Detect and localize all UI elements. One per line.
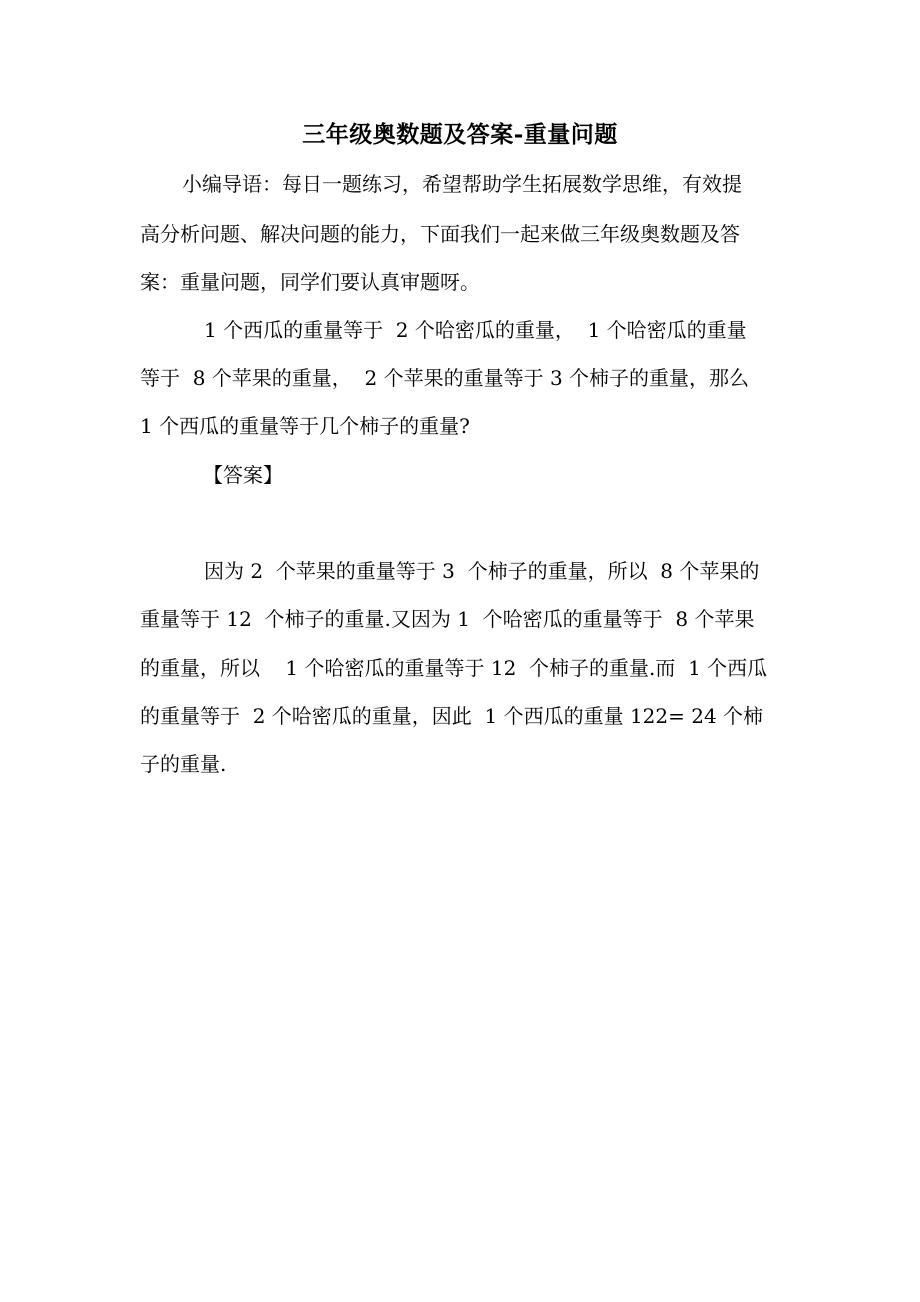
answer-label: 【答案】 [203,463,283,487]
answer-line-4: 的重量等于 2 个哈密瓜的重量，因此 1 个西瓜的重量 122= 24 个柿 [140,704,764,728]
answer-line-2: 重量等于 12 个柿子的重量.又因为 1 个哈密瓜的重量等于 8 个苹果 [140,607,755,631]
answer-line-3: 的重量，所以 1 个哈密瓜的重量等于 12 个柿子的重量.而 1 个西瓜 [140,656,768,680]
intro-line-1: 小编导语：每日一题练习，希望帮助学生拓展数学思维，有效提 [182,172,742,196]
answer-line-5: 子的重量. [140,752,227,776]
question-line-2: 等于 8 个苹果的重量， 2 个苹果的重量等于 3 个柿子的重量，那么 [140,366,750,390]
document-title: 三年级奥数题及答案-重量问题 [302,121,618,148]
intro-line-2: 高分析问题、解决问题的能力，下面我们一起来做三年级奥数题及答 [140,222,740,246]
answer-line-1: 因为 2 个苹果的重量等于 3 个柿子的重量，所以 8 个苹果的 [204,559,760,583]
question-line-1: 1 个西瓜的重量等于 2 个哈密瓜的重量， 1 个哈密瓜的重量 [204,318,747,342]
intro-line-3: 案：重量问题，同学们要认真审题呀。 [140,270,480,294]
question-line-3: 1 个西瓜的重量等于几个柿子的重量? [140,414,470,438]
